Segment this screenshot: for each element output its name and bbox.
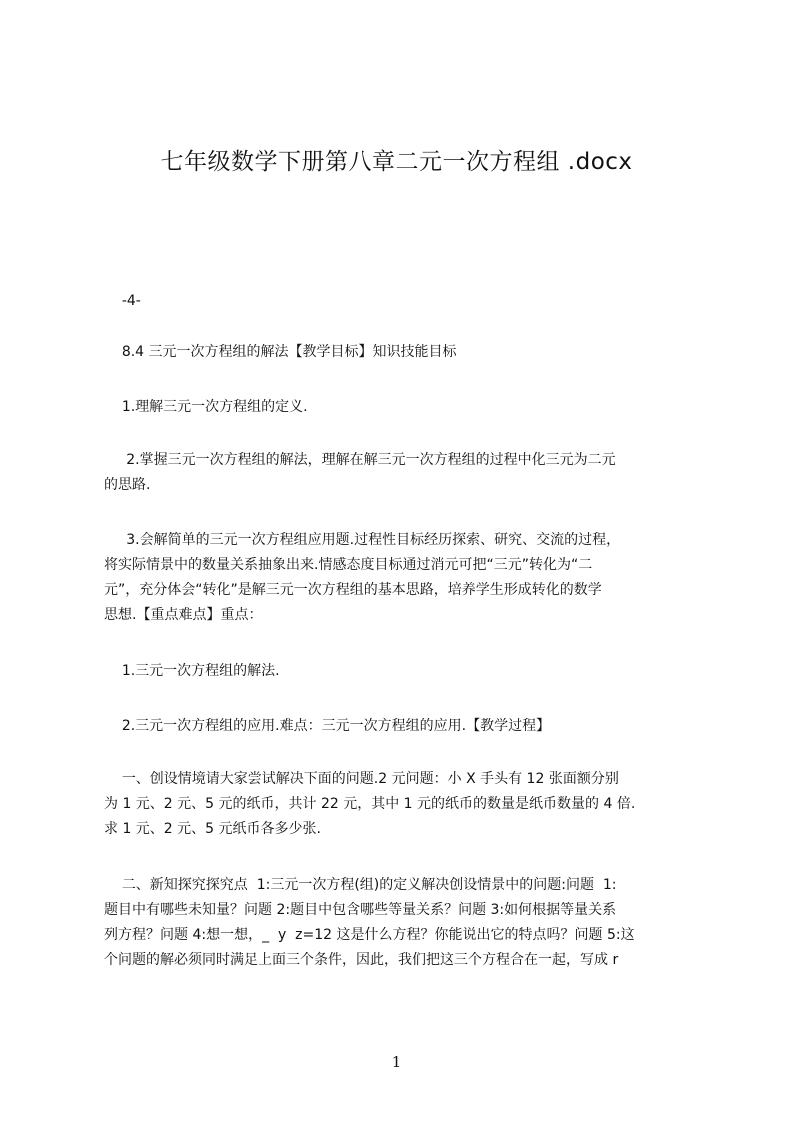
paragraph-objective-3: 3.会解简单的三元一次方程组应用题.过程性目标经历探索、研究、交流的过程， 将实际情景中的数量关系抽象出来.情感态度目标通过消元可把“三元”转化为“二 元”，充分体会“转化”是解三元一次方程组的基本思路，培养学生形成转化的数学 思想.【重点难点】重点： — [104, 532, 621, 623]
paragraph-objective-1: 1.理解三元一次方程组的定义. — [104, 399, 308, 415]
paragraph-key-point-1: 1.三元一次方程组的解法. — [104, 663, 280, 679]
page-marker: -4- — [104, 293, 141, 309]
paragraph-scenario: 一、创设情境请大家尝试解决下面的问题.2 元问题：小 X 手头有 12 张面额分别 为 1 元、2 元、5 元的纸币，共计 22 元，其中 1 元的纸币的数量是纸币数量的 4 倍. 求 1 元、2 元、5 元纸币各多少张. — [104, 771, 636, 837]
paragraph-exploration: 二、新知探究探究点 1:三元一次方程(组)的定义解决创设情景中的问题:问题 1: 题目中有哪些未知量？问题 2:题目中包含哪些等量关系？问题 3:如何根据等量关系 列方程？问题 4:想一想，_ y z=12 这是什么方程？你能说出它的特点吗？问题 5:这 个问题的解必须同时满足上面三个条件，因此，我们把这三个方程合在一起，写成 r — [104, 877, 635, 968]
paragraph-key-point-2: 2.三元一次方程组的应用.难点：三元一次方程组的应用.【教学过程】 — [104, 718, 551, 734]
paragraph-objective-2: 2.掌握三元一次方程组的解法，理解在解三元一次方程组的过程中化三元为二元 的思路. — [104, 452, 616, 493]
page-number: 1 — [391, 1053, 402, 1071]
document-title: 七年级数学下册第八章二元一次方程组 .docx — [160, 149, 633, 175]
paragraph-section-heading: 8.4 三元一次方程组的解法【教学目标】知识技能目标 — [104, 344, 457, 360]
